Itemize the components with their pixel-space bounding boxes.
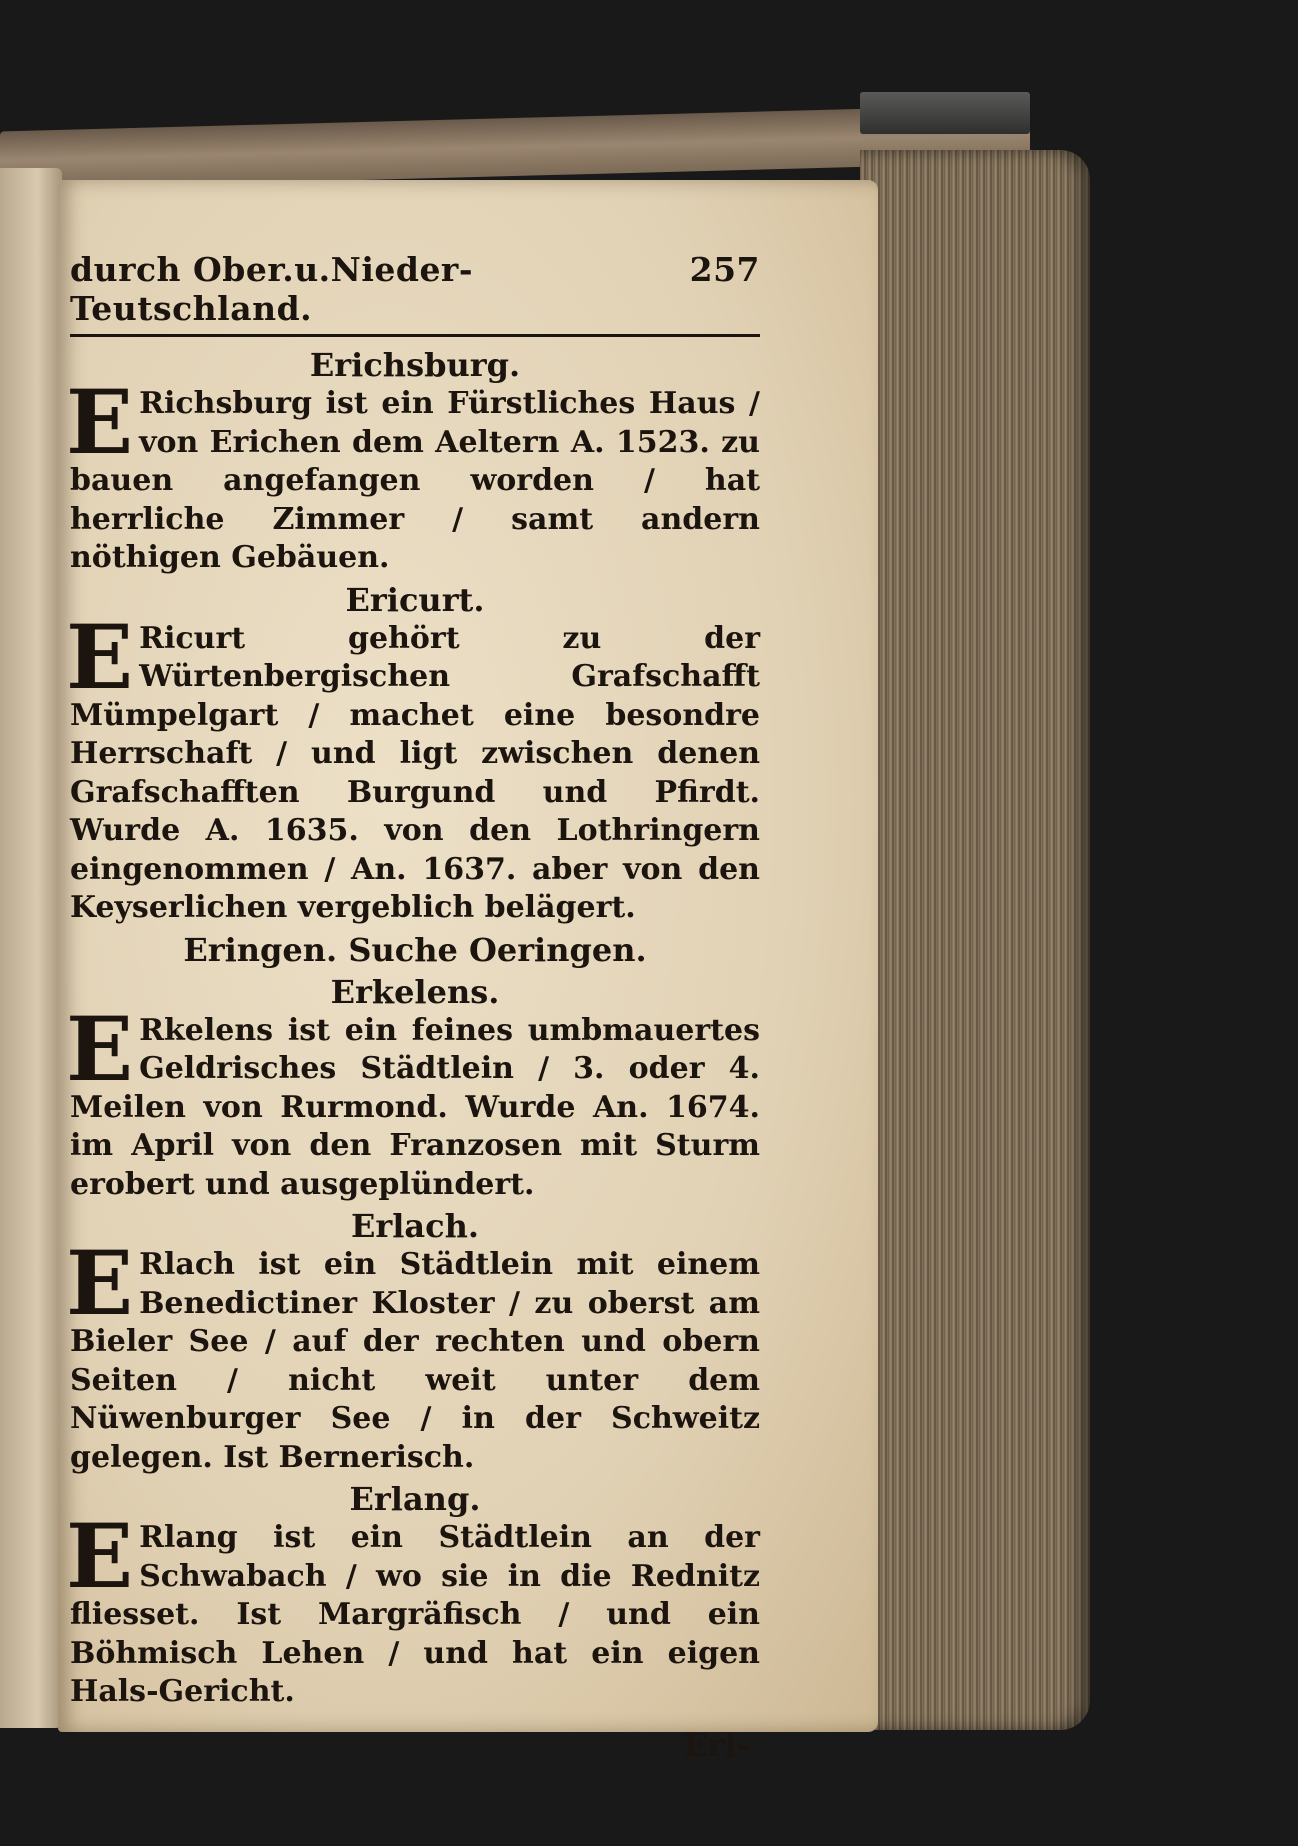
entry-text xyxy=(66,604,760,928)
entry-title: Ericurt. xyxy=(345,580,485,619)
entry-erlach xyxy=(66,1206,760,1477)
entry-text xyxy=(66,370,760,578)
entry-erlang xyxy=(66,1479,760,1712)
entry-body: Ricurt gehört zu der Würtenbergischen Grafschafft Mümpelgart / machet eine besondre Herrschaft / und ligt zwischen denen Grafschafften Burgund und Pfirdt. Wurde A. 1635. von den Lothringern eingenommen / An. 1637. aber von den Keyserlichen vergeblich belägert. xyxy=(70,620,760,925)
running-head xyxy=(70,250,760,337)
entry-title: Erichsburg. xyxy=(309,346,521,384)
page-edges xyxy=(860,150,1090,1730)
drop-cap: E xyxy=(66,1504,134,1608)
page-content xyxy=(66,250,760,1764)
entry-body: Rlang ist ein Städtlein an der Schwabach / wo sie in die Rednitz fliesset. Ist Margräfisch / und ein Böhmisch Lehen / und hat ein eigen Hals-Gericht. xyxy=(70,1520,760,1709)
entry-eringen xyxy=(70,930,760,970)
catchword: Erl- xyxy=(683,1725,750,1764)
entry-erichsburg xyxy=(66,345,760,578)
drop-cap: E xyxy=(66,996,134,1101)
left-page-edge xyxy=(0,168,62,1728)
entry-erkelens xyxy=(66,972,760,1205)
entry-title: Erlach. xyxy=(350,1207,480,1245)
running-title: durch Ober.u.Nieder-Teutschland. xyxy=(70,250,474,328)
entry-text xyxy=(66,1231,760,1477)
entry-body: Rkelens ist ein feines umbmauertes Geldrisches Städtlein / 3. oder 4. Meilen von Rurmond. Wurde An. 1674. im April von den Franzosen mit Sturm erobert und ausgeplündert. xyxy=(70,1012,760,1202)
entry-title: Erkelens. xyxy=(330,972,500,1011)
entry-title: Eringen. Suche Oeringen. xyxy=(183,930,647,969)
entry-text xyxy=(66,1504,760,1712)
page-number: 257 xyxy=(689,250,760,289)
drop-cap: E xyxy=(66,370,134,474)
entry-text xyxy=(66,996,760,1205)
entry-title: Erlang. xyxy=(349,1480,481,1518)
entry-ericurt xyxy=(66,580,760,928)
drop-cap: E xyxy=(66,1231,134,1335)
entry-body: Rlach ist ein Städtlein mit einem Benedictiner Kloster / zu oberst am Bieler See / auf der rechten und obern Seiten / nicht weit unter dem Nüwenburger See / in der Schweitz gelegen. Ist Bernerisch. xyxy=(70,1247,760,1475)
entry-body: Richsburg ist ein Fürstliches Haus / von Erichen dem Aeltern A. 1523. zu bauen angefangen worden / hat herrliche Zimmer / samt andern nöthigen Gebäuen. xyxy=(70,386,760,575)
book-clasp xyxy=(860,92,1030,134)
drop-cap: E xyxy=(66,604,134,709)
